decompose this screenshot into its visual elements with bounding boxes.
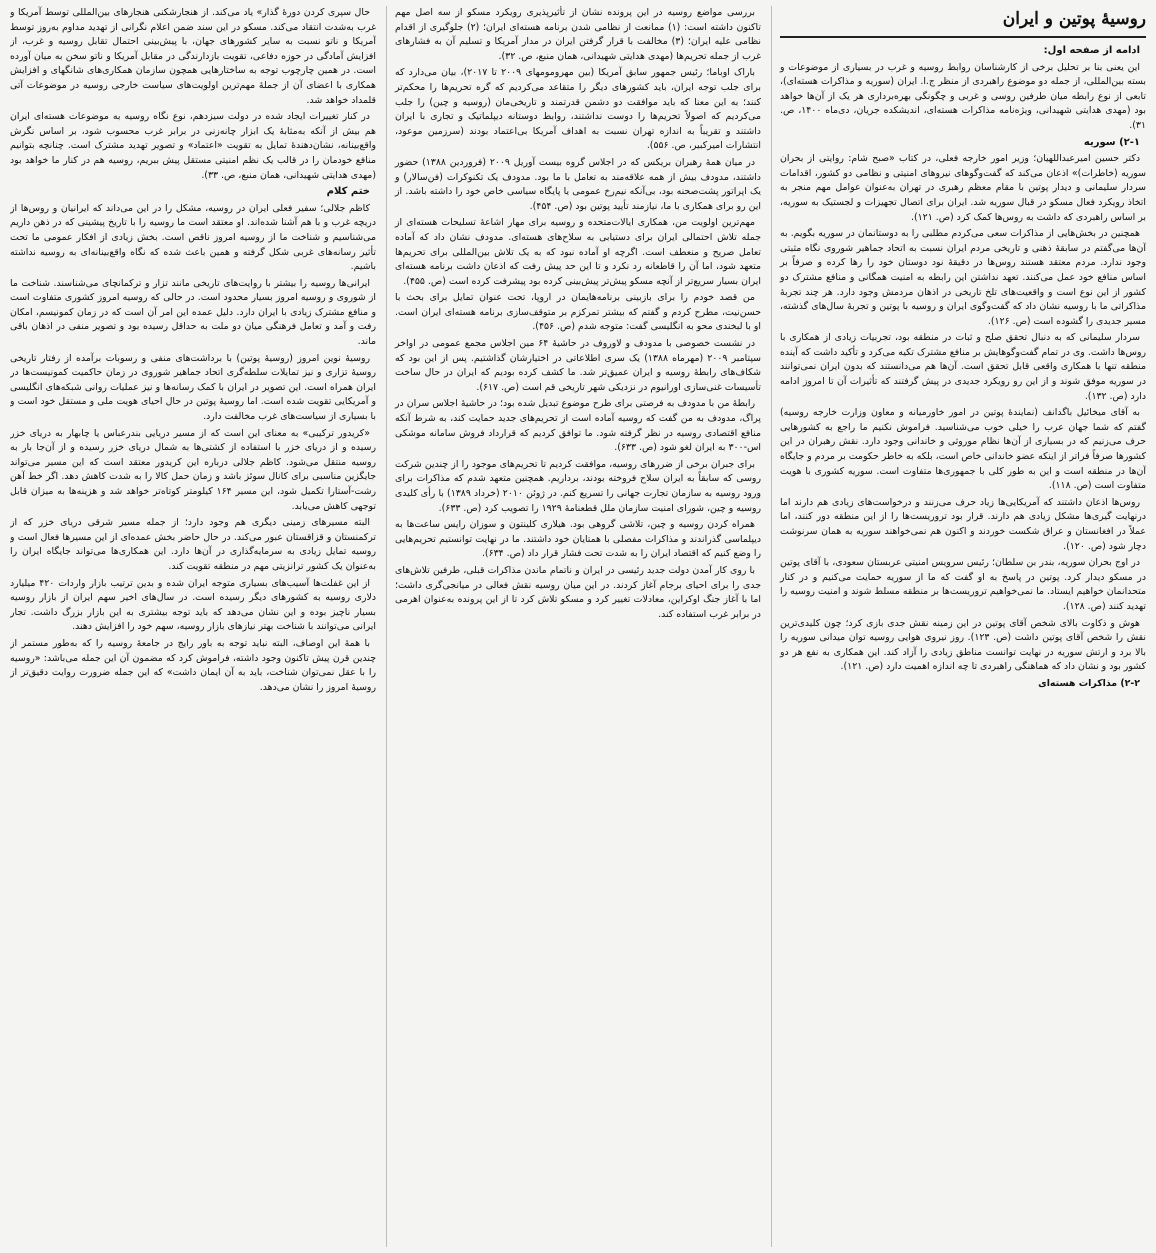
paragraph: در نشست خصوصی با مدودف و لاوروف در حاشیهٔ ۶۴ مین اجلاس مجمع عمومی در اواخر سپتامبر ۲۰۰۹ (مهرماه ۱۳۸۸) یک سری اطلاعاتی در اختیارشان گذاشتیم. پس از این بود که شکاف‌های رابطهٔ روسیه و ایران عمیق‌تر شد. ما کشف کرده بودیم که ایران در حال ساخت تأسیسات غنی‌سازی اورانیوم در نزدیکی شهر تاریخی قم است (ص. ۶۱۷). [395,338,761,393]
paragraph: در میان همهٔ رهبران بریکس که در اجلاس گروه بیست آوریل ۲۰۰۹ (فروردین ۱۳۸۸) حضور داشتند، مدودف بیش از همه علاقه‌مند به تعامل با ما بود. مدودف یک تکنوکرات (فن‌سالار) و یک اپراتور پشت‌صحنه بود، بی‌آنکه نیم‌رخ عمومی یا پایگاه سیاسی خاص خود را داشته باشد. از این رو برای همکاری با ما، نیازمند تأیید پوتین بود (ص. ۴۵۴). [395,156,761,212]
paragraph: روس‌ها اذعان داشتند که آمریکایی‌ها زیاد حرف می‌زنند و درخواست‌های زیادی هم دارند اما درنهایت گیری‌ها مشکل زیادی هم دارند. قرار بود تروریست‌ها را از این منطقه دور کنند، اما عملاً در افغانستان و عراق شکست خوردند و اکنون هم نمی‌خواهند سوریه به همان سرنوشت دچار شود (ص. ۱۲۰). [780,496,1146,552]
paragraph: با روی کار آمدن دولت جدید رئیسی در ایران و ناتمام ماندن مذاکرات قبلی، طرفین تلاش‌های جدی را برای احیای برجام آغاز کردند. در این میان روسیه نقش فعالی در میانجی‌گری داشت؛ اما با آغاز جنگ اوکراین، معادلات تغییر کرد و مسکو تلاش کرد تا از این پرونده به‌عنوان اهرمی در برابر غرب استفاده کند. [395,564,761,620]
paragraph: همچنین در بخش‌هایی از مذاکرات سعی می‌کردم مطلبی را به دوستانمان در سوریه بگویم. به آن‌ها می‌گفتم در سابقهٔ ذهنی و تاریخی مردم ایران نسبت به اتحاد جماهیر شوروی نگاه مثبتی وجود ندارد. مردم معتقد هستند روس‌ها در دقیقهٔ نود دوستان خود را رها کرده و صرفاً بر اساس منافع خود عمل می‌کنند. تعهد نداشتن این رابطه به امنیت همگانی و منافع مشترک دو کشور از این نوع است و واقعیت‌های تلخ تاریخی در اذهان مردمش وجود دارد. هر چند تجربهٔ مذاکراتی ما با روسیه نشان داد که گفت‌وگوی ایران و روسیه با پوتین و تجربهٔ سال‌های گذشته، مسیر جدیدی را گشوده است (ص. ۱۲۶). [780,228,1146,327]
paragraph: کاظم جلالی؛ سفیر فعلی ایران در روسیه، مشکل را در این می‌داند که ایرانیان و روس‌ها از دریچه غرب و با هم آشنا شده‌اند. او معتقد است ما روسیه را با تاریخ پیشینی که در ذهن داریم می‌شناسیم و شناخت ما از روسیه امروز ناقص است. بخش زیادی از افکار عمومی ما تحت تأثیر رسانه‌های غربی شکل گرفته و همین باعث شده که نگاه واقع‌بینانه‌ای به روسیه نداشته باشیم. [10,202,376,273]
paragraph: ایرانی‌ها روسیه را بیشتر با روایت‌های تاریخی مانند تزار و ترکمانچای می‌شناسند. شناخت ما از شوروی و روسیه امروز بسیار محدود است. در حالی که روسیه امروز کشوری متفاوت است و منافع مشترک زیادی با ایران دارد. دلیل عمده این امر آن است که در زمان کمونیسم، امکان رفت و آمد و تعامل فرهنگی میان دو ملت به حداقل رسیده بود و تصویر منفی در اذهان باقی ماند. [10,277,376,348]
continued-label: ادامه از صفحه اول: [1043,45,1140,56]
paragraph: در کنار تغییرات ایجاد شده در دولت سیزدهم، نوع نگاه روسیه به موضوعات هسته‌ای ایران هم بیش از آنکه به‌مثابهٔ یک ابزار چانه‌زنی در برابر غرب محسوب شود، بر اساس نگرش واقع‌بینانه، نشان‌دهندهٔ تمایل به تقویت «اعتماد» و تصویر تهدید مشترک است. چنانچه بتوانیم منافع خودمان را در قالب یک نظم امنیتی مستقل پیش ببریم، روسیه هم در کنار ما خواهد بود (مهدی هدایتی شهیدانی، همان منبع، ص. ۳۳). [10,111,376,181]
paragraph: از این غفلت‌ها آسیب‌های بسیاری متوجه ایران شده و بدین ترتیب بازار واردات ۴۲۰ میلیارد دلاری روسیه به کشورهای دیگر رسیده است. در سال‌های اخیر سهم ایران از بازار روسیه بسیار ناچیز بوده و این نشان می‌دهد که باید توجه بیشتری به این بازار بزرگ داشت. تجار ایرانی می‌توانند با شناخت بهتر نیازهای بازار روسیه، سهم خود را افزایش دهند. [10,577,376,633]
paragraph: باراک اوباما؛ رئیس جمهور سابق آمریکا (بین مهرومومهای ۲۰۰۹ تا ۲۰۱۷)، بیان می‌دارد که برای جلب توجه ایران، باید کشورهای دیگر را متقاعد می‌کردیم که گره تحریم‌ها را محکم‌تر کنند؛ به این معنا که باید موافقت دو دشمن قدرتمند و تاریخی‌مان (روسیه و چین) را جلب می‌کردیم که اصولاً تحریم‌ها را دوست نداشتند، روابط دوستانه دیپلماتیک و تجاری با ایران داشتند و تقریباً به اندازه تهران نسبت به اهداف آمریکا بی‌اعتماد بودند (سرزمین موعود، انتشارات امیرکبیر، ص. ۵۵۶). [395,67,761,152]
paragraph: سردار سلیمانی که به دنبال تحقق صلح و ثبات در منطقه بود، تجربیات زیادی از همکاری با روس‌ها داشت. وی در تمام گفت‌وگوهایش بر منافع مشترک تکیه می‌کرد و تأکید داشت که آینده منطقه تنها با همکاری واقعی قابل تحقق است. آن‌ها هم می‌دانستند که بدون ایران نمی‌توانند در سوریه موفق شوند و از این رو رویکرد جدیدی در پیش گرفتند که تأثیرات آن تا امروز ادامه دارد (ص. ۱۳۲). [780,332,1146,402]
paragraph: در اوج بحران سوریه، بندر بن سلطان؛ رئیس سرویس امنیتی عربستان سعودی، با آقای پوتین در مسکو دیدار کرد. پوتین در پاسخ به او گفت که ما از سوریه حمایت می‌کنیم و در کنار متحدانمان خواهیم ایستاد. ما نمی‌خواهیم تروریست‌ها بر منطقه مسلط شوند و امنیت روسیه را تهدید کنند (ص. ۱۲۸). [780,557,1146,612]
paragraph: من قصد خودم را برای بازبینی برنامه‌هایمان در اروپا، تحت عنوان تمایل برای بحث با حسن‌نیت، مطرح کردم و گفتم که بیشتر تمرکزم بر متوقف‌سازی برنامه هسته‌ای ایران است. او با لبخندی محو به انگلیسی گفت: متوجه شدم (ص. ۴۵۶). [395,292,761,333]
column-left [10,6,376,1247]
paragraph: این یعنی بنا بر تحلیل برخی از کارشناسان روابط روسیه و غرب در بسیاری از موضوعات و بسته بین‌المللی، از جمله دو موضوع راهبردی از منظر ج.ا. ایران (سوریه و مذاکرات هسته‌ای)، تابعی از نوع رابطه میان طرفین روسی و غربی و چگونگی بهره‌برداری هر یک از آن‌ها خواهد بود (مهدی هدایتی شهیدانی، ویژه‌نامه مذاکرات هسته‌ای، اندیشکده جریان، دی‌ماه ۱۴۰۰، ص. ۳۱). [780,61,1146,131]
column-middle [386,6,761,1247]
article-columns [10,6,1146,1247]
column-right [771,6,1146,1247]
paragraph: برای جبران برخی از ضررهای روسیه، موافقت کردیم تا تحریم‌های موجود را از چندین شرکت روسی که سابقاً به ایران سلاح فروخته بودند، برداریم. همچنین متعهد شدم که مذاکرات برای ورود روسیه به سازمان تجارت جهانی را تسریع کنم. در ژوئن ۲۰۱۰ (خرداد ۱۳۸۹) با رأی کلیدی روسیه و چین، شورای امنیت سازمان ملل قطعنامهٔ ۱۹۲۹ را تصویب کرد (ص. ۶۳۳). [395,458,761,514]
closing-heading: ختم کلام [326,186,370,198]
paragraph: دکتر حسین امیرعبداللهیان؛ وزیر امور خارجه فعلی، در کتاب «صبح شام: روایتی از بحران سوریه (خاطرات)» اذعان می‌کند که گفت‌وگوهای نیروهای امنیتی و نظامی دو کشور، اقدامات سردار سلیمانی و دیدار پوتین با مقام معظم رهبری در تهران به‌عنوان عوامل مهم منجر به اتخاذ رویکرد فعال مسکو در قبال سوریه شد. ایران برای اتصال تجهیزات و لجستیک به سوریه، بر اساس راهبردی که داشت به روس‌ها کمک کرد (ص. ۱۲۱). [780,153,1146,223]
article-title: روسیهٔ پوتین و ایران [1002,9,1146,29]
paragraph: حال سپری کردن دورهٔ گذار» یاد می‌کند. از هنجارشکنی هنجارهای بین‌المللی توسط آمریکا و غرب به‌شدت انتقاد می‌کند. مسکو در این سند ضمن اعلام نگرانی از تهدید مداوم به‌روز توسط آمریکا و ناتو نسبت به سایر کشورهای جهان، با پیش‌بینی احتمال تقابل روسیه و غرب، از افزایش آمادگی در حوزه دفاعی، تقویت بازدارندگی در مقابل آمریکا و ناتو سخن به میان آورده است. در همین چارچوب توجه به ساختارهایی همچون سازمان همکاری‌های شانگهای و افزایش همکاری با اعضای آن از جملهٔ مهم‌ترین اولویت‌های سیاست خارجی روسیه در موضوعات آتی قلمداد خواهد شد. [10,7,376,106]
section-heading-nuclear: ۲-۲) مذاکرات هسته‌ای [1038,677,1140,689]
paragraph: «کریدور ترکیبی» به معنای این است که از مسیر دریایی بندرعباس یا چابهار به دریای خزر رسیده و از دریای خزر با استفاده از کشتی‌ها به شمال دریای خزر رسیده و از آن‌جا بار به روسیه منتقل می‌شود. کاظم جلالی درباره این کریدور معتقد است که این مسیر می‌تواند جایگزین مناسبی برای کانال سوئز باشد و زمان حمل کالا را به شدت کاهش دهد. اگر خط آهن رشت-آستارا تکمیل شود، این مسیر ۱۶۴ کیلومتر کوتاه‌تر خواهد شد و هزینه‌ها به میزان قابل توجهی کاهش می‌یابد. [10,427,376,512]
paragraph: همراه کردن روسیه و چین، تلاشی گروهی بود. هیلاری کلینتون و سوزان رایس ساعت‌ها به دیپلماسی گذراندند و مذاکرات مفصلی با همتایان خود داشتند. ما در نهایت توانستیم تحریم‌هایی را وضع کنیم که اقتصاد ایران را به شدت تحت فشار قرار داد (ص. ۶۳۴). [395,519,761,560]
paragraph: بررسی مواضع روسیه در این پرونده نشان از تأثیرپذیری رویکرد مسکو از سه اصل مهم تاکنون داشته است: (۱) ممانعت از نظامی شدن برنامه هسته‌ای ایران؛ (۲) جلوگیری از اقدام نظامی علیه ایران؛ (۳) مخالفت با قرار گرفتن ایران در مدار آمریکا و تسلیم آن به فشارهای غرب از جمله تحریم‌ها (مهدی هدایتی شهیدانی، همان منبع، ص. ۳۲). [395,7,761,62]
paragraph: مهم‌ترین اولویت من، همکاری ایالات‌متحده و روسیه برای مهار اشاعهٔ تسلیحات هسته‌ای از جمله تلاش احتمالی ایران برای دستیابی به سلاح‌های هسته‌ای. مدودف نشان داد که آماده تعامل صریح و منعطف است. اگرچه او آماده نبود که به یک تلاش بین‌المللی برای تحریم‌ها متعهد شود، اما آن را قاطعانه رد نکرد و تا این حد پیش رفت که اذعان داشت برنامه هسته‌ای ایران بسیار سریع‌تر از آنچه مسکو پیش‌تر پیش‌بینی کرده بود پیشرفت کرده است (ص. ۴۵۵). [395,217,761,287]
paragraph: با همهٔ این اوصاف، البته نباید توجه به باور رایج در جامعهٔ روسیه را که به‌طور مستمر از چندین قرن پیش تاکنون وجود داشته، فراموش کرد که مضمون آن این جمله می‌باشد: «روسیه را با عقل نمی‌توان شناخت، باید به آن ایمان داشت» که این جمله ضرورت روایت دقیق‌تر از روسیهٔ امروز را نشان می‌دهد. [10,637,376,693]
paragraph: روسیهٔ نوین امروز (روسیهٔ پوتین) با برداشت‌های منفی و رسوبات برآمده از رفتار تاریخی روسیهٔ تزاری و نیز تمایلات سلطه‌گری اتحاد جماهیر شوروی در زمان حاکمیت کمونیست‌ها در ایران همراه است. این تصویر در ایران با کمک رسانه‌ها و نیز عملیات روانی شبکه‌های انگلیسی و آمریکایی تقویت شده است. اما روسیهٔ پوتین در حال احیای هویت ملی و مستقل خود است و با بسیاری از سیاست‌های غرب مخالفت دارد. [10,352,376,423]
title-block [780,6,1146,38]
paragraph: به آقای میخائیل باگدانف (نمایندهٔ پوتین در امور خاورمیانه و معاون وزارت خارجه روسیه) گفتم که شما جهان عرب را خیلی خوب می‌شناسید. فراموش نکنیم ما راجع به کشورهایی حرف می‌زنیم که در بسیاری از آن‌ها نظام موروثی و خاندانی وجود دارد. نقش رهبران در این کشورها صرفاً فراتر از اینکه عضو خاندانی خاص است، بلکه به خاطر حکومت بر مردم و جایگاه آن‌ها در منطقه است و این به طور کلی با جمهوری‌ها متفاوت است. سوریه کشوری با هویت متفاوت است (ص. ۱۱۸). [780,407,1146,492]
paragraph: هوش و ذکاوت بالای شخص آقای پوتین در این زمینه نقش جدی بازی کرد؛ چون کلیدی‌ترین نقش را شخص آقای پوتین داشت (ص. ۱۲۳). روز نیروی هوایی روسیه توان میدانی سوریه را بالا برد و ارتش سوریه در نهایت توانست مناطق زیادی را آزاد کند. این همکاری به نفع هر دو کشور بود و نشان داد که هماهنگی راهبردی تا چه اندازه اهمیت دارد (ص. ۱۲۱). [780,617,1146,673]
paragraph: البته مسیرهای زمینی دیگری هم وجود دارد؛ از جمله مسیر شرقی دریای خزر که از ترکمنستان و قزاقستان عبور می‌کند. در حال حاضر بخش عمده‌ای از این مسیرها فعال است و روسیه تمایل زیادی به سرمایه‌گذاری در آن‌ها دارد. این همکاری‌ها می‌تواند جایگاه ایران را به‌عنوان یک کشور ترانزیتی مهم در منطقه تقویت کند. [10,517,376,572]
paragraph: رابطهٔ من با مدودف به فرصتی برای طرح موضوع تبدیل شده بود؛ در حاشیهٔ اجلاس سران در پراگ، مدودف به من گفت که روسیه آماده است از تحریم‌های جدید حمایت کند، به شرط آنکه منافع اقتصادی روسیه در نظر گرفته شود. ما توافق کردیم که قرارداد فروش سامانه موشکی اس-۳۰۰ به ایران لغو شود (ص. ۶۳۳). [395,398,761,454]
section-heading-syria: ۲-۱) سوریه [1083,136,1140,148]
